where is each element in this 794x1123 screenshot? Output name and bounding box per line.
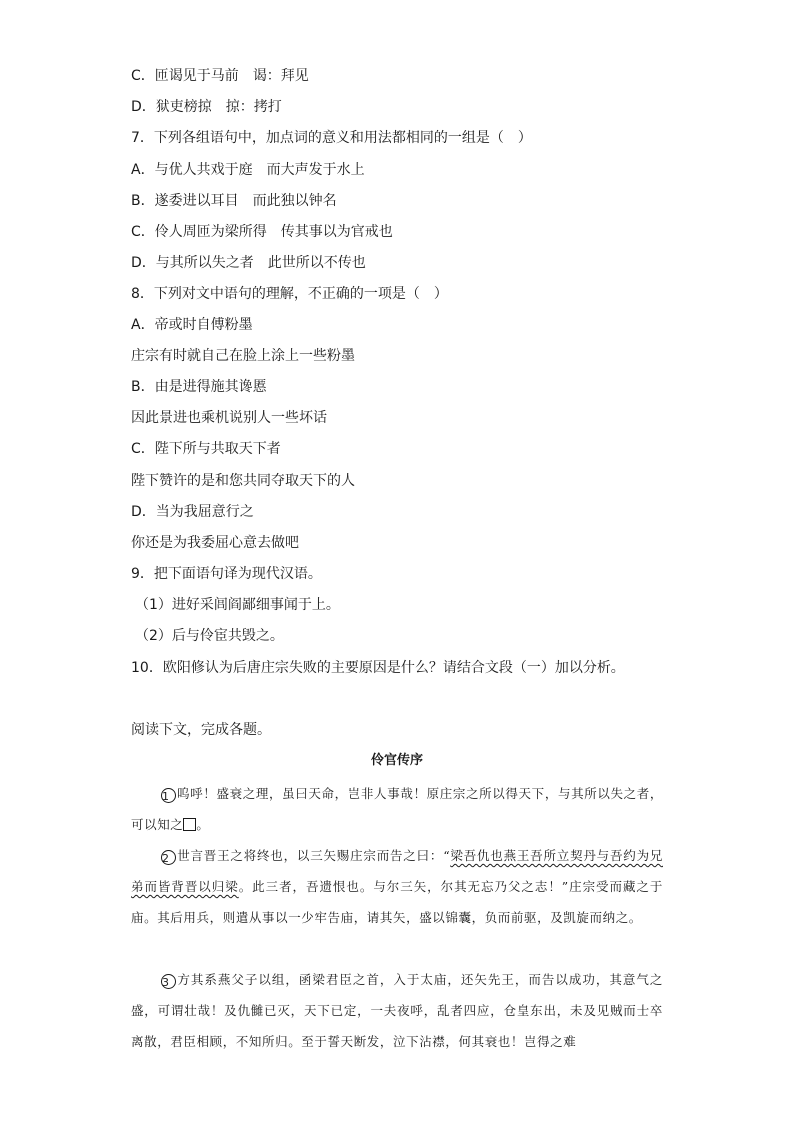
q8-option-d-sentence: D．当为我屈意行之 xyxy=(131,504,254,520)
q8-option-c-translation: 陛下赞许的是和您共同夺取天下的人 xyxy=(131,473,355,489)
paragraph-1-text: 呜呼！盛衰之理，虽曰天命，岂非人事哉！原庄宗之所以得天下，与其所以失之者，可以知之 xyxy=(131,786,663,832)
q7-option-b xyxy=(131,192,337,210)
paragraph-number-badge: 1 xyxy=(161,788,176,803)
q6-option-d-gloss: 掠：拷打 xyxy=(225,99,282,115)
q8-stem: 8．下列对文中语句的理解，不正确的一项是（ ） xyxy=(131,286,448,302)
paragraph-2-text-a: 世言晋王之将终也，以三矢赐庄宗而告之曰：“ xyxy=(177,848,451,863)
paragraph-2-text-b: 。此三者，吾遗恨也。与尔三矢，尔其无忘乃父之志！”庄宗受而藏之于庙。其后用兵，则遣从事以一少牢告庙，请其矢，盛以锦囊，负而前驱，及凯旋而纳之。 xyxy=(131,879,663,925)
q8-option-a-sentence: A．帝或时自傅粉墨 xyxy=(131,317,253,333)
paragraph-2-wavy-underlined: 梁吾仇也燕王吾所立契丹与吾约为兄弟而皆背晋以归梁 xyxy=(131,848,663,894)
q7-option-d xyxy=(131,254,366,272)
paragraph-number-badge: 2 xyxy=(161,850,176,865)
passage-paragraph-2 xyxy=(131,840,663,933)
q8-option-b-translation: 因此景进也乘机说别人一些坏话 xyxy=(131,410,327,426)
q8-option-b-sentence: B．由是进得施其谗慝 xyxy=(131,379,267,395)
q7-option-b-left: B．遂委进以耳目 xyxy=(131,193,239,209)
q7-option-a xyxy=(131,161,365,179)
q6-option-c-gloss: 谒：拜见 xyxy=(252,68,309,84)
q7-stem: 7．下列各组语句中，加点词的意义和用法都相同的一组是（ ） xyxy=(131,130,532,146)
paragraph-3-text: 方其系燕父子以组，函梁君臣之首，入于太庙，还矢先王，而告以成功，其意气之盛，可谓壮哉！及仇雠已灭，天下已定，一夫夜呼，乱者四应，仓皇东出，未及见贼而士卒离散，君臣相顾，不知所归。至于誓天断发，泣下沾襟，何其衰也！岂得之难 xyxy=(131,972,663,1049)
paragraph-1-end: 。 xyxy=(196,817,210,832)
q7-option-d-left: D．与其所以失之者 xyxy=(131,255,254,271)
q7-option-a-right: 而大声发于水上 xyxy=(266,162,365,178)
passage-paragraph-3 xyxy=(131,964,663,1057)
q7-option-c-left: C．伶人周匝为梁所得 xyxy=(131,224,267,240)
passage-paragraph-1 xyxy=(131,778,663,840)
q10-stem: 10．欧阳修认为后唐庄宗失败的主要原因是什么？请结合文段（一）加以分析。 xyxy=(131,660,625,676)
q7-option-b-right: 而此独以钟名 xyxy=(252,193,337,209)
paragraph-number-badge: 3 xyxy=(161,974,176,989)
q6-option-d-sentence: D．狱吏榜掠 xyxy=(131,99,212,115)
q9-item-2: （2）后与伶宦共毁之。 xyxy=(135,628,284,644)
q6-option-c-sentence: C．匝谒见于马前 xyxy=(131,68,239,84)
q8-option-d-translation: 你还是为我委屈心意去做吧 xyxy=(131,535,299,551)
q8-option-a-translation: 庄宗有时就自己在脸上涂上一些粉墨 xyxy=(131,348,355,364)
blank-box xyxy=(183,818,196,831)
q9-stem: 9．把下面语句译为现代汉语。 xyxy=(131,566,322,582)
q7-option-c xyxy=(131,223,393,241)
q7-option-a-left: A．与优人共戏于庭 xyxy=(131,162,253,178)
q8-option-c-sentence: C．陛下所与共取天下者 xyxy=(131,441,281,457)
q9-item-1: （1）进好采闾阎鄙细事闻于上。 xyxy=(135,597,340,613)
reading-instruction: 阅读下文，完成各题。 xyxy=(131,722,271,738)
q6-option-c xyxy=(131,67,309,85)
passage-title: 伶官传序 xyxy=(370,753,423,768)
q7-option-d-right: 此世所以不传也 xyxy=(267,255,366,271)
q7-option-c-right: 传其事以为官戒也 xyxy=(280,224,393,240)
q6-option-d xyxy=(131,98,282,116)
